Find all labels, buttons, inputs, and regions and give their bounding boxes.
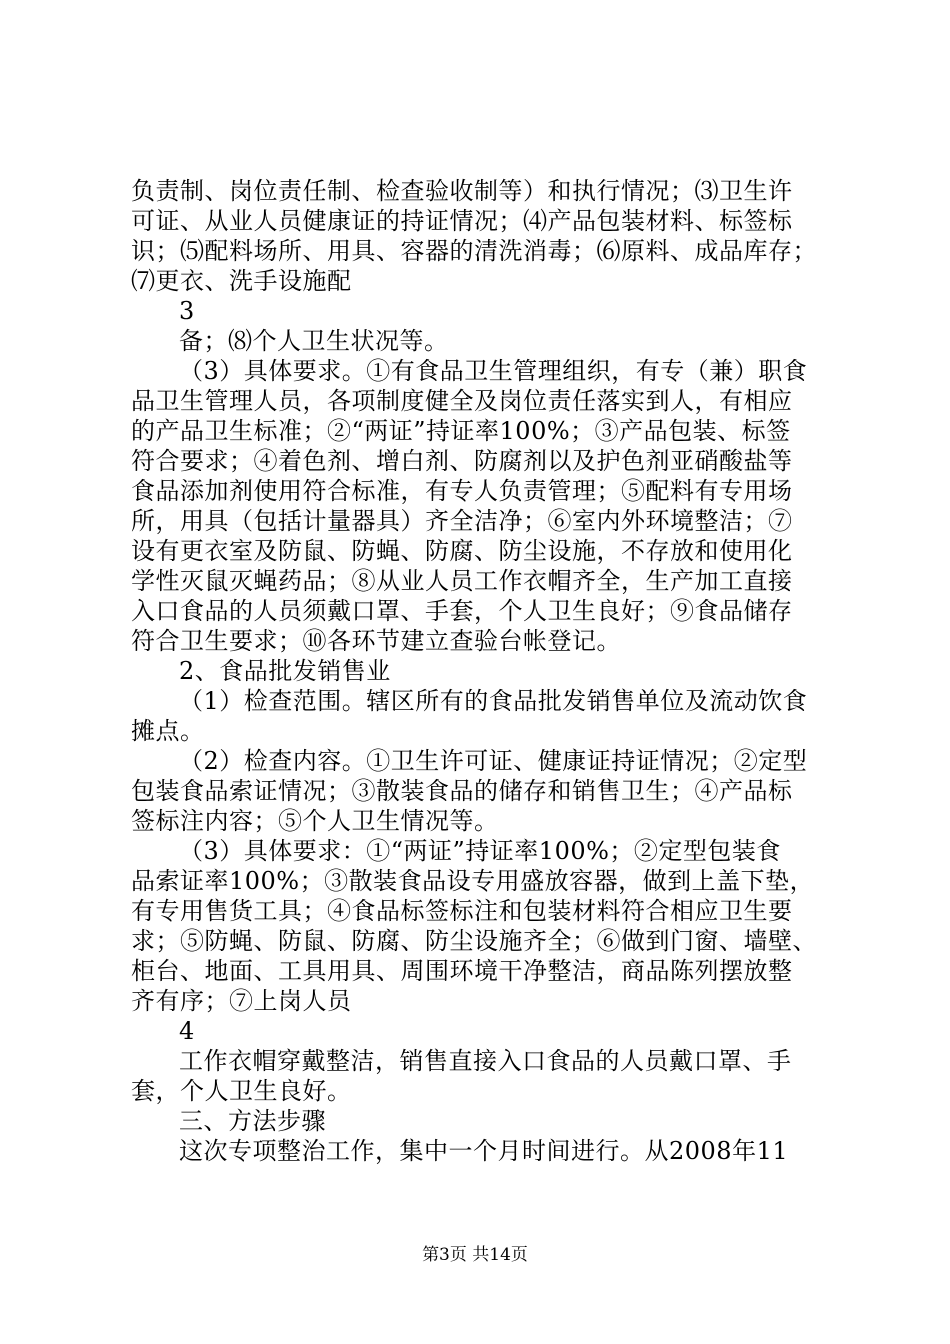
body-text-line: 摊点。 (131, 717, 205, 745)
body-text-line: 食品添加剂使用符合标准，有专人负责管理；⑤配料有专用场 (131, 477, 793, 505)
body-text-line: 学性灭鼠灭蝇药品；⑧从业人员工作衣帽齐全，生产加工直接 (131, 567, 793, 595)
body-text-line: 包装食品索证情况；③散装食品的储存和销售卫生；④产品标 (131, 777, 793, 805)
body-text-line: 符合卫生要求；⑩各环节建立查验台帐登记。 (131, 627, 621, 655)
body-text-line: 求；⑤防蝇、防鼠、防腐、防尘设施齐全；⑥做到门窗、墙壁、 (131, 927, 817, 955)
body-text-line: 品卫生管理人员，各项制度健全及岗位责任落实到人，有相应 (131, 387, 793, 415)
body-text-line: 识；⑸配料场所、用具、容器的清洗消毒；⑹原料、成品库存； (131, 237, 817, 265)
body-text-line: 这次专项整治工作，集中一个月时间进行。从2008年11 (179, 1137, 789, 1165)
section-heading: 三、方法步骤 (179, 1107, 326, 1135)
body-text-line: ⑺更衣、洗手设施配 (131, 267, 352, 295)
body-text-line: （1）检查范围。辖区所有的食品批发销售单位及流动饮食 (179, 687, 808, 715)
page-break-number: 4 (179, 1017, 195, 1045)
body-text-line: （2）检查内容。①卫生许可证、健康证持证情况；②定型 (179, 747, 808, 775)
body-text-line: （3）具体要求：①“两证”持证率100%；②定型包装食 (179, 837, 781, 865)
body-text-line: 齐有序；⑦上岗人员 (131, 987, 352, 1015)
body-text-line: 入口食品的人员须戴口罩、手套，个人卫生良好；⑨食品储存 (131, 597, 793, 625)
body-text-line: 设有更衣室及防鼠、防蝇、防腐、防尘设施，不存放和使用化 (131, 537, 793, 565)
page-break-number: 3 (179, 297, 195, 325)
body-text-line: （3）具体要求。①有食品卫生管理组织，有专（兼）职食 (179, 357, 808, 385)
body-text-line: 备；⑻个人卫生状况等。 (179, 327, 449, 355)
body-text-line: 所，用具（包括计量器具）齐全洁净；⑥室内外环境整洁；⑦ (131, 507, 793, 535)
body-text-line: 品索证率100%；③散装食品设专用盛放容器，做到上盖下垫， (131, 867, 815, 895)
body-text-line: 柜台、地面、工具用具、周围环境干净整洁，商品陈列摆放整 (131, 957, 793, 985)
body-text-line: 套，个人卫生良好。 (131, 1077, 352, 1105)
body-text-line: 的产品卫生标准；②“两证”持证率100%；③产品包装、标签 (131, 417, 791, 445)
body-text-line: 负责制、岗位责任制、检查验收制等）和执行情况；⑶卫生许 (131, 177, 793, 205)
page-footer: 第3页 共14页 (422, 1245, 528, 1265)
body-text-line: 符合要求；④着色剂、增白剂、防腐剂以及护色剂亚硝酸盐等 (131, 447, 793, 475)
body-text-line: 可证、从业人员健康证的持证情况；⑷产品包装材料、标签标 (131, 207, 793, 235)
section-heading: 2、食品批发销售业 (179, 657, 391, 685)
body-text-line: 有专用售货工具；④食品标签标注和包装材料符合相应卫生要 (131, 897, 793, 925)
body-text-line: 签标注内容；⑤个人卫生情况等。 (131, 807, 499, 835)
body-text-line: 工作衣帽穿戴整洁，销售直接入口食品的人员戴口罩、手 (179, 1047, 792, 1075)
